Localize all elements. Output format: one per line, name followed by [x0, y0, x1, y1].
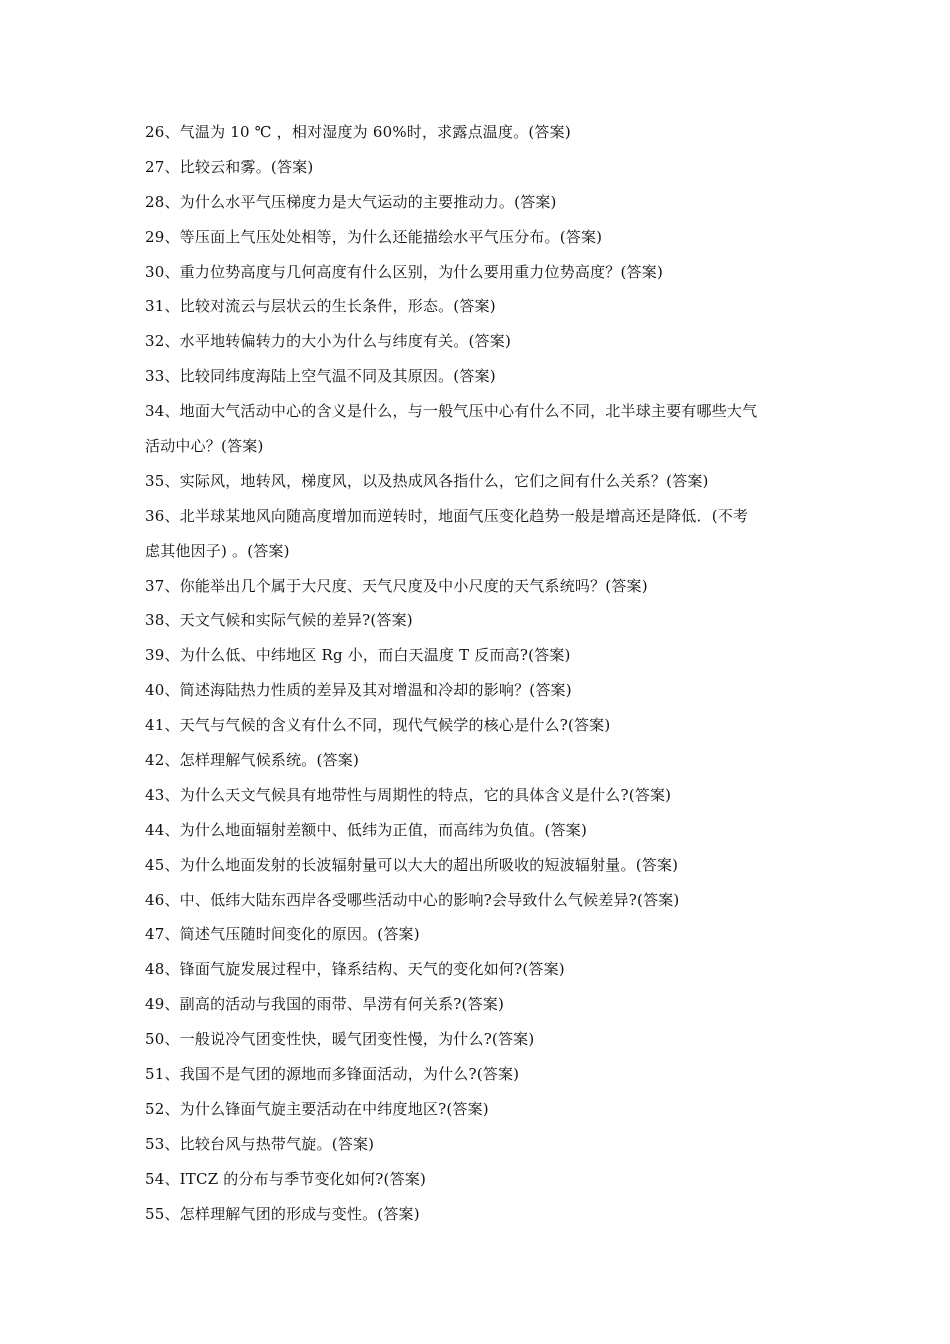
question-line: 55、怎样理解气团的形成与变性。(答案) [145, 1204, 420, 1223]
question-line-continuation: 活动中心？(答案) [145, 437, 264, 456]
question-line: 26、气温为 10 ℃ ，相对湿度为 60%时，求露点温度。(答案) [145, 123, 571, 141]
question-line: 38、天文气候和实际气候的差异?(答案) [145, 611, 413, 630]
question-line: 46、中、低纬大陆东西岸各受哪些活动中心的影响?会导致什么气候差异?(答案) [145, 890, 680, 909]
question-line: 41、天气与气候的含义有什么不同，现代气候学的核心是什么?(答案) [145, 716, 611, 735]
question-line: 27、比较云和雾。(答案) [145, 157, 314, 176]
question-line: 30、重力位势高度与几何高度有什么区别，为什么要用重力位势高度？(答案) [145, 262, 663, 281]
question-line-continuation: 虑其他因子) 。(答案) [145, 541, 290, 560]
question-line: 45、为什么地面发射的长波辐射量可以大大的超出所吸收的短波辐射量。(答案) [145, 855, 679, 874]
question-line: 31、比较对流云与层状云的生长条件，形态。(答案) [145, 297, 496, 316]
question-line: 49、副高的活动与我国的雨带、旱涝有何关系?(答案) [145, 995, 505, 1014]
question-line: 53、比较台风与热带气旋。(答案) [145, 1134, 375, 1153]
question-list [145, 115, 815, 1232]
question-line: 39、为什么低、中纬地区 Rg 小，而白天温度 T 反而高?(答案) [145, 646, 571, 665]
question-line: 42、怎样理解气候系统。(答案) [145, 751, 359, 770]
question-line: 29、等压面上气压处处相等，为什么还能描绘水平气压分布。(答案) [145, 227, 603, 246]
question-line: 44、为什么地面辐射差额中、低纬为正值，而高纬为负值。(答案) [145, 820, 587, 839]
question-line: 51、我国不是气团的源地而多锋面活动，为什么?(答案) [145, 1065, 520, 1084]
question-line: 33、比较同纬度海陆上空气温不同及其原因。(答案) [145, 367, 496, 386]
question-line: 40、简述海陆热力性质的差异及其对增温和冷却的影响？(答案) [145, 681, 572, 700]
question-line: 28、为什么水平气压梯度力是大气运动的主要推动力。(答案) [145, 192, 557, 211]
question-line: 37、你能举出几个属于大尺度、天气尺度及中小尺度的天气系统吗？(答案) [145, 576, 648, 595]
question-line: 52、为什么锋面气旋主要活动在中纬度地区?(答案) [145, 1099, 489, 1118]
question-line: 35、实际风，地转风，梯度风，以及热成风各指什么，它们之间有什么关系？(答案) [145, 471, 709, 490]
question-line: 54、ITCZ 的分布与季节变化如何?(答案) [145, 1169, 427, 1188]
question-line: 36、北半球某地风向随高度增加而逆转时，地面气压变化趋势一般是增高还是降低．(不考 [145, 506, 749, 525]
question-line: 32、水平地转偏转力的大小为什么与纬度有关。(答案) [145, 332, 511, 351]
question-line: 43、为什么天文气候具有地带性与周期性的特点，它的具体含义是什么?(答案) [145, 785, 672, 804]
question-line: 48、锋面气旋发展过程中，锋系结构、天气的变化如何?(答案) [145, 960, 565, 979]
question-line: 47、简述气压随时间变化的原因。(答案) [145, 925, 420, 944]
question-line: 50、一般说冷气团变性快，暖气团变性慢，为什么?(答案) [145, 1030, 535, 1049]
question-line: 34、地面大气活动中心的含义是什么，与一般气压中心有什么不同，北半球主要有哪些大气 [145, 402, 758, 421]
